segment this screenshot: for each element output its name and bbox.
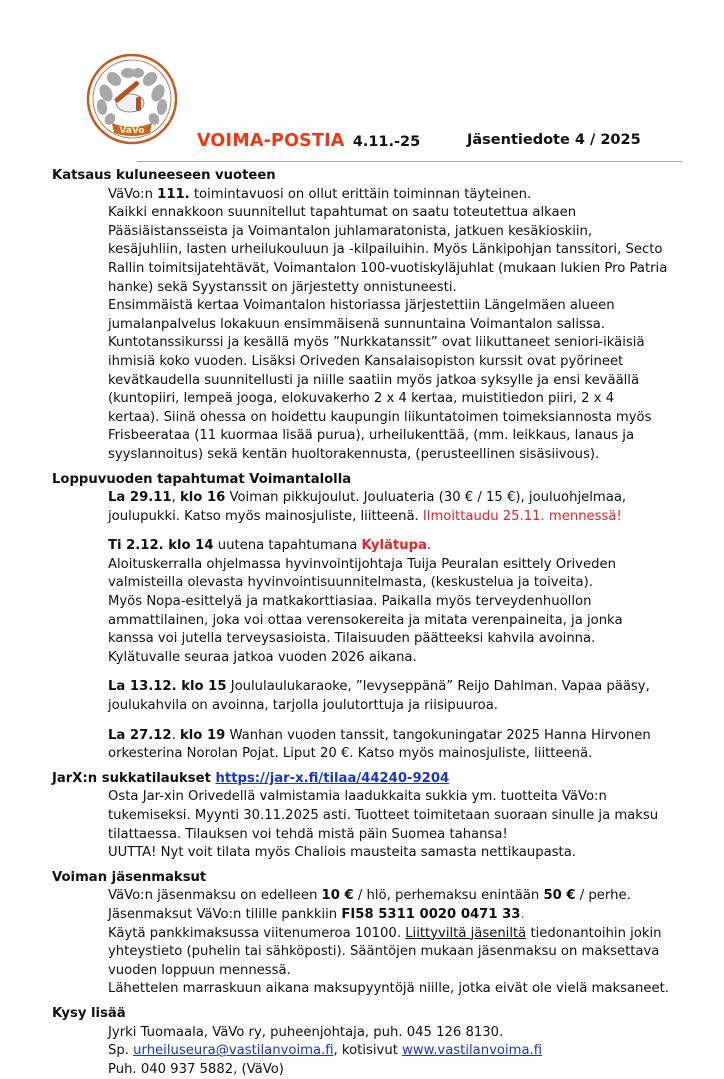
- paragraph-line: jumalanpalvelus lokakuun ensimmäisenä sunnuntaina Voimantalon salissa.: [108, 316, 605, 332]
- paragraph-line: (kuntopiiri, lempeä jooga, elokuvakerho 2 x 4 kertaa, muistitiedon piiri, 2 x 4: [108, 391, 615, 407]
- section-heading: Voiman jäsenmaksut: [52, 869, 207, 885]
- paragraph-line: kesäjuhliin, lasten urheilukouluun ja -kilpailuihin. Myös Länkipohjan tanssitori, Secto: [108, 242, 663, 258]
- family-fee: 50 €: [543, 888, 576, 904]
- section-membership-fees: Voiman jäsenmaksut VäVo:n jäsenmaksu on edelleen 10 € / hlö, perhemaksu enintään 50 € / perhe. Jäsenmaksut VäVo:n tilille pankkiin FI58 5311 0020 0471 33. Käytä pankkimaksussa viitenumeroa 10100. Liittyviltä jäseniltä tiedonantoihin jokin yhteystieto (puhelin tai sähköposti). Sääntöjen mukaan jäsenmaksu on maksettava vuoden loppuun mennessä. Lähettelen marraskuun aikana maksupyyntöjä niille, jotka eivät ole vielä maksaneet.: [52, 869, 712, 999]
- newsletter-header: [197, 131, 697, 155]
- section-heading: Loppuvuoden tapahtumat Voimantalolla: [52, 471, 352, 487]
- header-divider: [137, 161, 682, 162]
- website-link[interactable]: www.vastilanvoima.fi: [402, 1043, 543, 1059]
- section-heading: Katsaus kuluneeseen vuoteen: [52, 168, 276, 183]
- paragraph-line: Ensimmäistä kertaa Voimantalon historiassa järjestettiin Längelmäen alueen: [108, 298, 615, 314]
- vavo-emblem-icon: [86, 53, 178, 145]
- paragraph-line: hanke) sekä Syystanssit on järjestetty onnistuneesti.: [108, 279, 457, 295]
- section-sock-orders: JarX:n sukkatilaukset https://jar-x.fi/tilaa/44240-9204 Osta Jar-xin Orivedellä valmistamia laadukkaita sukkia ym. tuotteita VäVo:n tukemiseksi. Myynti 30.11.2025 asti. Tuotteet toimitetaan suoraan sinulle ja maksu tilattaessa. Tilauksen voi tehdä mistä päin Suomea tahansa! UUTTA! Nyt voit tilata myös Chaliois mausteita samasta nettikaupasta.: [52, 770, 659, 861]
- paragraph-line: syyslannoitus) sekä kentän huoltorakennusta, (perusteellinen sisäsiivous).: [108, 446, 600, 462]
- event-pikkujoulut: La 29.11, klo 16 Voiman pikkujoulut. Jouluateria (30 € / 15 €), jouluohjelmaa, joulupukki. Katso myös mainosjuliste, liitteenä. Ilmoittaudu 25.11. mennessä!: [108, 490, 627, 524]
- paragraph-line: Pääsiäistansseista ja Voimantalon juhlamaratonista, jatkuen kesäkioskiin,: [108, 223, 593, 239]
- event-karaoke: La 13.12. klo 15 Joululaulukaraoke, ”levyseppänä” Reijo Dahlman. Vapaa pääsy, joulukahvila on avoinna, tarjolla joulutorttuja ja riisipuuroa.: [108, 679, 650, 714]
- paragraph-line: VäVo:n 111. toimintavuosi on ollut erittäin toiminnan täyteinen.: [108, 186, 532, 202]
- club-logo: [86, 53, 178, 145]
- paragraph-line: kevätkaudella suunnitellusti ja niille saatiin myös jatkoa syksylle ja ensi keväällä: [108, 372, 640, 388]
- bank-account: FI58 5311 0020 0471 33: [341, 906, 521, 922]
- newsletter-body: [52, 167, 712, 1079]
- jarx-order-link[interactable]: https://jar-x.fi/tilaa/44240-9204: [215, 770, 450, 786]
- section-contact: Kysy lisää Jyrki Tuomaala, VäVo ry, puheenjohtaja, puh. 045 126 8130. Sp. urheiluseura@vastilanvoima.fi, kotisivut www.vastilanvoima.fi Puh. 040 937 5882, (VäVo): [52, 1005, 712, 1079]
- paragraph-line: Frisbeerataa (11 kuormaa lisää purua), urheilukenttää, (mm. leikkaus, lanaus ja: [108, 428, 635, 444]
- section-heading: Kysy lisää: [52, 1005, 126, 1021]
- event-kylatupa: Ti 2.12. klo 14 uutena tapahtumana Kylätupa. Aloituskerralla ohjelmassa hyvinvointijohtaja Tuija Peuralan esittely Oriveden valmisteilla olevasta hyvinvointisuunnitelmasta, (keskustelua ja toiveita). Myös Nopa-esittelyä ja matkakorttiasiaa. Paikalla myös terveydenhuollon ammattilainen, joka voi ottaa verensokereita ja mitata verenpaineita, ja jonka kanssa voi jutella terveysasioista. Tilaisuuden päätteeksi kahvila avoinna. Kylätuvalle seuraa jatkoa vuoden 2026 aikana.: [108, 538, 623, 665]
- event-highlight: Kylätupa: [361, 538, 427, 554]
- newsletter-date: 4.11.-25: [352, 134, 421, 150]
- section-events: [52, 471, 712, 764]
- paragraph-line: Rallin toimitsijatehtävät, Voimantalon 100-vuotiskyläjuhlat (mukaan lukien Pro Patria: [108, 260, 668, 276]
- registration-deadline: Ilmoittaudu 25.11. mennessä!: [422, 508, 622, 524]
- newsletter-title: VOIMA-POSTIA: [197, 131, 345, 151]
- paragraph-line: ihmisiä koko vuoden. Lisäksi Oriveden Kansalaisopiston kurssit ovat pyörineet: [108, 353, 624, 369]
- member-fee: 10 €: [321, 888, 354, 904]
- email-link[interactable]: urheiluseura@vastilanvoima.fi: [133, 1043, 334, 1059]
- paragraph-line: Kaikki ennakkoon suunnitellut tapahtumat on saatu toteutettua alkaen: [108, 205, 577, 221]
- logo-text: VäVo: [119, 126, 145, 136]
- event-wanhan-tanssit: La 27.12. klo 19 Wanhan vuoden tanssit, tangokuningatar 2025 Hanna Hirvonen orkesterina Norolan Pojat. Liput 20 €. Katso myös mainosjuliste, liitteenä.: [108, 727, 651, 762]
- paragraph-line: kertaa). Siinä ohessa on hoidettu kaupungin liikuntatoimen toimeksiannosta myös: [108, 409, 652, 425]
- section-heading: JarX:n sukkatilaukset: [52, 770, 216, 786]
- section-year-review: [52, 167, 712, 465]
- newsletter-issue: Jäsentiedote 4 / 2025: [467, 132, 641, 148]
- paragraph-line: Kuntotanssikurssi ja kesällä myös ”Nurkkatanssit” ovat liikuttaneet seniori-ikäisiä: [108, 335, 645, 351]
